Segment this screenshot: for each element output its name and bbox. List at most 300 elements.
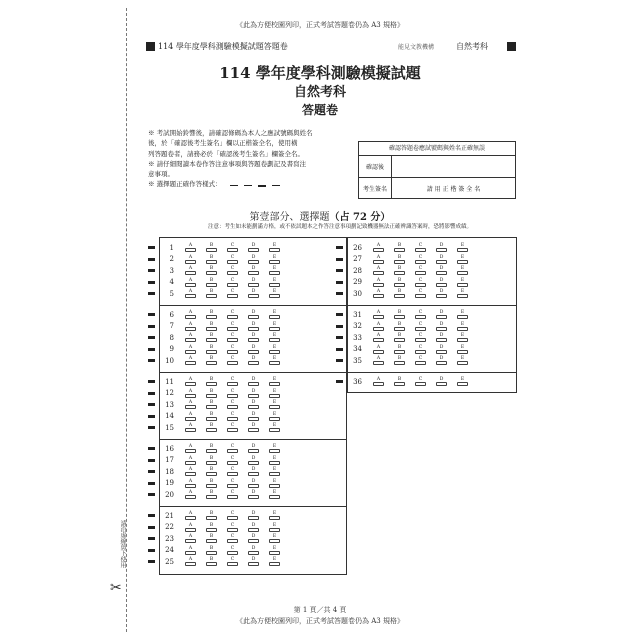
answer-option-e[interactable] (452, 310, 473, 319)
answer-option-c[interactable] (410, 255, 431, 264)
answer-option-d[interactable] (431, 377, 452, 386)
answer-option-d[interactable] (431, 255, 452, 264)
bubble-box[interactable] (373, 327, 384, 331)
answer-option-c[interactable] (222, 345, 243, 354)
bubble-box[interactable] (206, 449, 217, 453)
answer-option-e[interactable] (452, 377, 473, 386)
answer-option-d[interactable] (243, 266, 264, 275)
answer-option-c[interactable] (222, 322, 243, 331)
bubble-box[interactable] (269, 283, 280, 287)
bubble-box[interactable] (227, 394, 238, 398)
answer-option-e[interactable] (264, 377, 285, 386)
bubble-box[interactable] (394, 283, 405, 287)
bubble-box[interactable] (227, 361, 238, 365)
bubble-box[interactable] (373, 271, 384, 275)
bubble-box[interactable] (206, 248, 217, 252)
answer-option-d[interactable] (243, 289, 264, 298)
bubble-box[interactable] (415, 338, 426, 342)
answer-option-b[interactable] (389, 377, 410, 386)
bubble-box[interactable] (227, 428, 238, 432)
answer-option-b[interactable] (389, 266, 410, 275)
bubble-box[interactable] (185, 539, 196, 543)
bubble-box[interactable] (248, 248, 259, 252)
answer-option-a[interactable] (180, 243, 201, 252)
bubble-box[interactable] (415, 260, 426, 264)
answer-option-a[interactable] (180, 377, 201, 386)
answer-option-d[interactable] (431, 289, 452, 298)
answer-option-d[interactable] (243, 243, 264, 252)
answer-option-c[interactable] (222, 423, 243, 432)
bubble-box[interactable] (415, 248, 426, 252)
answer-option-c[interactable] (222, 412, 243, 421)
answer-option-e[interactable] (264, 322, 285, 331)
bubble-box[interactable] (436, 382, 447, 386)
bubble-box[interactable] (206, 562, 217, 566)
bubble-box[interactable] (248, 562, 259, 566)
answer-option-c[interactable] (222, 444, 243, 453)
answer-option-b[interactable] (389, 243, 410, 252)
answer-option-c[interactable] (222, 266, 243, 275)
bubble-box[interactable] (269, 260, 280, 264)
bubble-box[interactable] (248, 516, 259, 520)
bubble-box[interactable] (394, 315, 405, 319)
bubble-box[interactable] (269, 495, 280, 499)
bubble-box[interactable] (227, 516, 238, 520)
answer-option-d[interactable] (243, 322, 264, 331)
bubble-box[interactable] (185, 327, 196, 331)
answer-option-c[interactable] (410, 322, 431, 331)
answer-option-d[interactable] (431, 278, 452, 287)
answer-option-c[interactable] (222, 523, 243, 532)
bubble-box[interactable] (227, 405, 238, 409)
bubble-box[interactable] (227, 248, 238, 252)
answer-option-d[interactable] (431, 345, 452, 354)
answer-option-c[interactable] (410, 243, 431, 252)
bubble-box[interactable] (227, 350, 238, 354)
bubble-box[interactable] (248, 294, 259, 298)
bubble-box[interactable] (185, 382, 196, 386)
answer-option-c[interactable] (222, 511, 243, 520)
answer-option-a[interactable] (180, 333, 201, 342)
answer-option-c[interactable] (222, 243, 243, 252)
answer-option-b[interactable] (389, 278, 410, 287)
bubble-box[interactable] (227, 382, 238, 386)
answer-option-e[interactable] (264, 412, 285, 421)
bubble-box[interactable] (269, 484, 280, 488)
bubble-box[interactable] (457, 283, 468, 287)
answer-option-a[interactable] (180, 456, 201, 465)
answer-option-c[interactable] (222, 557, 243, 566)
answer-option-d[interactable] (431, 356, 452, 365)
answer-option-a[interactable] (180, 490, 201, 499)
answer-option-e[interactable] (264, 243, 285, 252)
answer-option-c[interactable] (410, 377, 431, 386)
bubble-box[interactable] (227, 528, 238, 532)
bubble-box[interactable] (206, 516, 217, 520)
answer-option-b[interactable] (201, 557, 222, 566)
bubble-box[interactable] (227, 260, 238, 264)
bubble-box[interactable] (436, 361, 447, 365)
answer-option-e[interactable] (264, 534, 285, 543)
bubble-box[interactable] (206, 260, 217, 264)
bubble-box[interactable] (394, 248, 405, 252)
answer-option-b[interactable] (389, 322, 410, 331)
bubble-box[interactable] (206, 484, 217, 488)
answer-option-b[interactable] (201, 423, 222, 432)
bubble-box[interactable] (415, 294, 426, 298)
answer-option-c[interactable] (410, 345, 431, 354)
answer-option-b[interactable] (201, 310, 222, 319)
bubble-box[interactable] (457, 350, 468, 354)
answer-option-b[interactable] (201, 389, 222, 398)
signature-field[interactable]: 請 用 正 楷 簽 全 名 (426, 186, 481, 193)
bubble-box[interactable] (206, 472, 217, 476)
bubble-box[interactable] (415, 315, 426, 319)
bubble-box[interactable] (185, 271, 196, 275)
bubble-box[interactable] (373, 315, 384, 319)
answer-option-e[interactable] (264, 345, 285, 354)
bubble-box[interactable] (269, 394, 280, 398)
bubble-box[interactable] (436, 338, 447, 342)
bubble-box[interactable] (206, 417, 217, 421)
answer-option-e[interactable] (264, 278, 285, 287)
bubble-box[interactable] (457, 327, 468, 331)
answer-option-d[interactable] (243, 333, 264, 342)
bubble-box[interactable] (185, 516, 196, 520)
answer-option-a[interactable] (180, 255, 201, 264)
answer-option-c[interactable] (222, 479, 243, 488)
answer-option-d[interactable] (243, 255, 264, 264)
answer-option-a[interactable] (368, 266, 389, 275)
bubble-box[interactable] (185, 528, 196, 532)
bubble-box[interactable] (415, 382, 426, 386)
answer-option-e[interactable] (452, 356, 473, 365)
bubble-box[interactable] (206, 271, 217, 275)
bubble-box[interactable] (185, 315, 196, 319)
answer-option-e[interactable] (264, 511, 285, 520)
answer-option-b[interactable] (201, 400, 222, 409)
answer-option-a[interactable] (368, 322, 389, 331)
bubble-box[interactable] (436, 315, 447, 319)
answer-option-e[interactable] (452, 289, 473, 298)
bubble-box[interactable] (185, 551, 196, 555)
bubble-box[interactable] (206, 495, 217, 499)
bubble-box[interactable] (227, 294, 238, 298)
bubble-box[interactable] (248, 361, 259, 365)
bubble-box[interactable] (248, 405, 259, 409)
bubble-box[interactable] (394, 294, 405, 298)
answer-option-b[interactable] (201, 456, 222, 465)
answer-option-d[interactable] (243, 479, 264, 488)
bubble-box[interactable] (457, 260, 468, 264)
answer-option-b[interactable] (201, 467, 222, 476)
bubble-box[interactable] (227, 449, 238, 453)
bubble-box[interactable] (248, 327, 259, 331)
answer-option-d[interactable] (243, 511, 264, 520)
answer-option-b[interactable] (389, 310, 410, 319)
answer-option-e[interactable] (264, 546, 285, 555)
bubble-box[interactable] (269, 417, 280, 421)
bubble-box[interactable] (269, 338, 280, 342)
bubble-box[interactable] (269, 428, 280, 432)
bubble-box[interactable] (373, 338, 384, 342)
bubble-box[interactable] (415, 327, 426, 331)
answer-option-a[interactable] (368, 289, 389, 298)
answer-option-b[interactable] (201, 278, 222, 287)
bubble-box[interactable] (227, 327, 238, 331)
bubble-box[interactable] (206, 361, 217, 365)
bubble-box[interactable] (436, 283, 447, 287)
answer-option-c[interactable] (222, 534, 243, 543)
answer-option-d[interactable] (243, 534, 264, 543)
answer-option-e[interactable] (452, 345, 473, 354)
answer-option-a[interactable] (180, 412, 201, 421)
bubble-box[interactable] (269, 248, 280, 252)
bubble-box[interactable] (185, 405, 196, 409)
answer-option-d[interactable] (243, 523, 264, 532)
answer-option-e[interactable] (264, 389, 285, 398)
bubble-box[interactable] (206, 283, 217, 287)
answer-option-c[interactable] (222, 546, 243, 555)
answer-option-a[interactable] (368, 255, 389, 264)
answer-option-c[interactable] (410, 266, 431, 275)
bubble-box[interactable] (269, 461, 280, 465)
bubble-box[interactable] (248, 428, 259, 432)
answer-option-d[interactable] (243, 389, 264, 398)
answer-option-c[interactable] (222, 456, 243, 465)
bubble-box[interactable] (227, 551, 238, 555)
bubble-box[interactable] (227, 472, 238, 476)
bubble-box[interactable] (206, 528, 217, 532)
bubble-box[interactable] (185, 495, 196, 499)
answer-option-a[interactable] (368, 345, 389, 354)
answer-option-e[interactable] (264, 266, 285, 275)
answer-option-b[interactable] (389, 289, 410, 298)
bubble-box[interactable] (269, 539, 280, 543)
answer-option-a[interactable] (180, 423, 201, 432)
bubble-box[interactable] (227, 461, 238, 465)
bubble-box[interactable] (248, 484, 259, 488)
answer-option-a[interactable] (180, 356, 201, 365)
answer-option-e[interactable] (452, 322, 473, 331)
answer-option-a[interactable] (180, 557, 201, 566)
bubble-box[interactable] (206, 551, 217, 555)
bubble-box[interactable] (269, 562, 280, 566)
bubble-box[interactable] (436, 327, 447, 331)
answer-option-a[interactable] (180, 278, 201, 287)
bubble-box[interactable] (185, 294, 196, 298)
bubble-box[interactable] (206, 405, 217, 409)
answer-option-b[interactable] (201, 523, 222, 532)
answer-option-d[interactable] (431, 266, 452, 275)
bubble-box[interactable] (394, 338, 405, 342)
answer-option-b[interactable] (201, 255, 222, 264)
bubble-box[interactable] (457, 271, 468, 275)
answer-option-c[interactable] (222, 310, 243, 319)
bubble-box[interactable] (227, 495, 238, 499)
answer-option-d[interactable] (243, 456, 264, 465)
answer-option-c[interactable] (410, 289, 431, 298)
bubble-box[interactable] (227, 562, 238, 566)
bubble-box[interactable] (206, 394, 217, 398)
answer-option-b[interactable] (201, 289, 222, 298)
answer-option-e[interactable] (452, 266, 473, 275)
answer-option-a[interactable] (180, 322, 201, 331)
answer-option-a[interactable] (180, 310, 201, 319)
answer-option-e[interactable] (264, 289, 285, 298)
bubble-box[interactable] (269, 449, 280, 453)
answer-option-a[interactable] (180, 444, 201, 453)
answer-option-c[interactable] (410, 356, 431, 365)
bubble-box[interactable] (436, 350, 447, 354)
answer-option-c[interactable] (410, 310, 431, 319)
answer-option-d[interactable] (243, 467, 264, 476)
answer-option-e[interactable] (264, 456, 285, 465)
answer-option-b[interactable] (201, 356, 222, 365)
answer-option-d[interactable] (431, 243, 452, 252)
answer-option-a[interactable] (180, 534, 201, 543)
answer-option-b[interactable] (389, 356, 410, 365)
answer-option-e[interactable] (264, 400, 285, 409)
answer-option-e[interactable] (264, 310, 285, 319)
bubble-box[interactable] (373, 294, 384, 298)
bubble-box[interactable] (248, 417, 259, 421)
answer-option-a[interactable] (180, 479, 201, 488)
answer-option-a[interactable] (180, 546, 201, 555)
answer-option-b[interactable] (201, 345, 222, 354)
answer-option-d[interactable] (243, 310, 264, 319)
answer-option-e[interactable] (452, 255, 473, 264)
bubble-box[interactable] (373, 382, 384, 386)
bubble-box[interactable] (206, 539, 217, 543)
answer-option-e[interactable] (452, 278, 473, 287)
bubble-box[interactable] (373, 361, 384, 365)
answer-option-e[interactable] (264, 523, 285, 532)
bubble-box[interactable] (248, 338, 259, 342)
answer-option-b[interactable] (201, 479, 222, 488)
answer-option-d[interactable] (243, 377, 264, 386)
answer-option-b[interactable] (201, 534, 222, 543)
answer-option-a[interactable] (368, 243, 389, 252)
answer-option-a[interactable] (180, 400, 201, 409)
answer-option-b[interactable] (201, 511, 222, 520)
bubble-box[interactable] (206, 327, 217, 331)
answer-option-b[interactable] (201, 444, 222, 453)
bubble-box[interactable] (248, 315, 259, 319)
answer-option-c[interactable] (222, 278, 243, 287)
answer-option-d[interactable] (243, 490, 264, 499)
answer-option-b[interactable] (201, 490, 222, 499)
answer-option-e[interactable] (264, 479, 285, 488)
answer-option-e[interactable] (264, 490, 285, 499)
bubble-box[interactable] (373, 350, 384, 354)
bubble-box[interactable] (415, 271, 426, 275)
bubble-box[interactable] (185, 562, 196, 566)
bubble-box[interactable] (206, 338, 217, 342)
bubble-box[interactable] (248, 271, 259, 275)
answer-option-a[interactable] (180, 389, 201, 398)
bubble-box[interactable] (269, 294, 280, 298)
bubble-box[interactable] (227, 283, 238, 287)
answer-option-e[interactable] (264, 356, 285, 365)
bubble-box[interactable] (248, 461, 259, 465)
bubble-box[interactable] (394, 361, 405, 365)
answer-option-a[interactable] (368, 278, 389, 287)
answer-option-a[interactable] (180, 266, 201, 275)
answer-option-d[interactable] (243, 546, 264, 555)
bubble-box[interactable] (415, 350, 426, 354)
answer-option-c[interactable] (222, 400, 243, 409)
answer-option-a[interactable] (180, 511, 201, 520)
bubble-box[interactable] (227, 315, 238, 319)
bubble-box[interactable] (457, 361, 468, 365)
answer-option-d[interactable] (243, 345, 264, 354)
bubble-box[interactable] (185, 283, 196, 287)
answer-option-b[interactable] (201, 546, 222, 555)
answer-option-c[interactable] (410, 278, 431, 287)
bubble-box[interactable] (227, 271, 238, 275)
bubble-box[interactable] (248, 539, 259, 543)
answer-option-d[interactable] (243, 444, 264, 453)
answer-option-a[interactable] (368, 310, 389, 319)
answer-option-d[interactable] (243, 278, 264, 287)
bubble-box[interactable] (248, 350, 259, 354)
answer-option-d[interactable] (243, 400, 264, 409)
bubble-box[interactable] (227, 484, 238, 488)
bubble-box[interactable] (248, 528, 259, 532)
bubble-box[interactable] (269, 315, 280, 319)
bubble-box[interactable] (373, 260, 384, 264)
bubble-box[interactable] (269, 382, 280, 386)
bubble-box[interactable] (394, 327, 405, 331)
bubble-box[interactable] (206, 461, 217, 465)
answer-option-e[interactable] (452, 333, 473, 342)
bubble-box[interactable] (248, 382, 259, 386)
answer-option-d[interactable] (243, 412, 264, 421)
bubble-box[interactable] (394, 271, 405, 275)
bubble-box[interactable] (373, 248, 384, 252)
bubble-box[interactable] (185, 338, 196, 342)
answer-option-e[interactable] (452, 243, 473, 252)
bubble-box[interactable] (457, 248, 468, 252)
answer-option-c[interactable] (222, 467, 243, 476)
answer-option-a[interactable] (368, 377, 389, 386)
bubble-box[interactable] (248, 449, 259, 453)
bubble-box[interactable] (185, 394, 196, 398)
answer-option-b[interactable] (201, 377, 222, 386)
bubble-box[interactable] (269, 350, 280, 354)
bubble-box[interactable] (227, 338, 238, 342)
bubble-box[interactable] (394, 260, 405, 264)
bubble-box[interactable] (185, 472, 196, 476)
answer-option-c[interactable] (222, 356, 243, 365)
bubble-box[interactable] (248, 260, 259, 264)
bubble-box[interactable] (248, 551, 259, 555)
bubble-box[interactable] (457, 294, 468, 298)
bubble-box[interactable] (185, 361, 196, 365)
bubble-box[interactable] (185, 417, 196, 421)
answer-option-d[interactable] (243, 356, 264, 365)
bubble-box[interactable] (206, 294, 217, 298)
bubble-box[interactable] (415, 283, 426, 287)
bubble-box[interactable] (248, 472, 259, 476)
answer-option-a[interactable] (180, 523, 201, 532)
answer-option-c[interactable] (222, 377, 243, 386)
answer-option-d[interactable] (243, 423, 264, 432)
bubble-box[interactable] (185, 248, 196, 252)
answer-option-b[interactable] (389, 333, 410, 342)
bubble-box[interactable] (269, 551, 280, 555)
